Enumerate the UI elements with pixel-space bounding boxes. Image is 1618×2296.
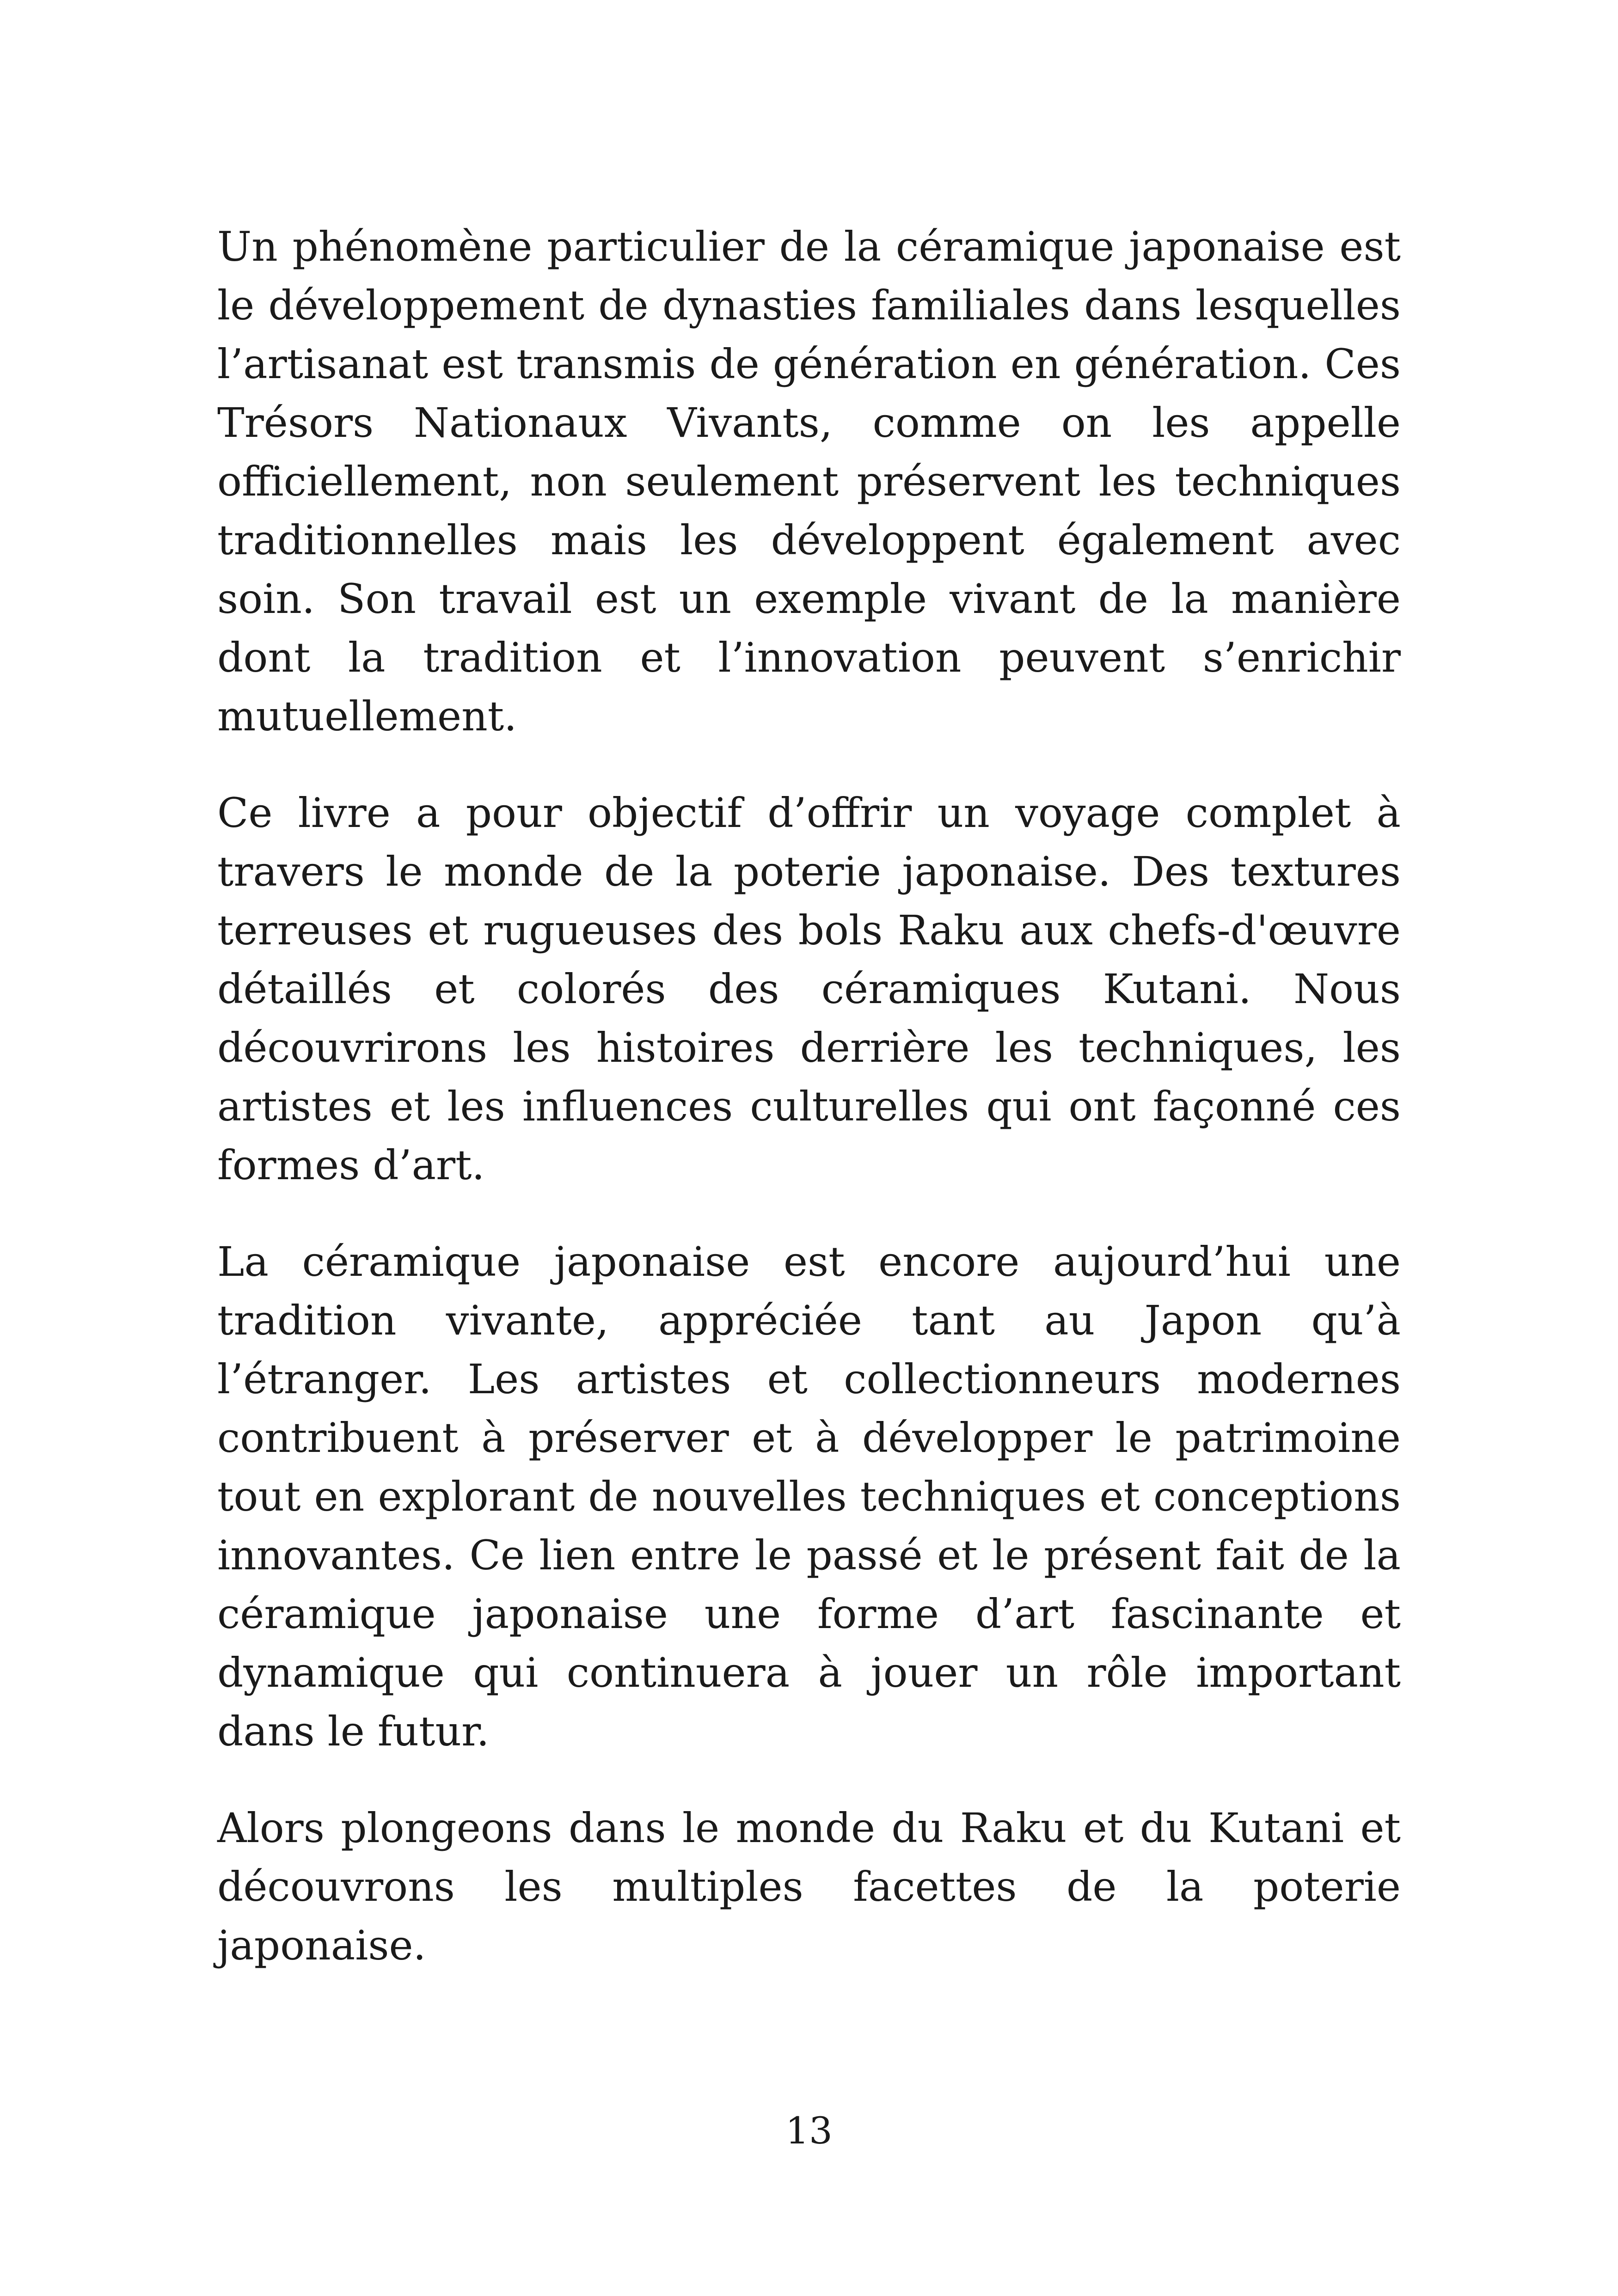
page-body (217, 217, 1401, 2013)
paragraph-family-dynasties: Un phénomène particulier de la céramique japonaise est le développement de dynasties familiales dans lesquelles l’artisanat est transmis de génération en génération. Ces Trésors Nationaux Vivants, comme on les appelle officiellement, non seulement préservent les techniques traditionnelles mais les développent également avec soin. Son travail est un exemple vivant de la manière dont la tradition et l’innovation peuvent s’enrichir mutuellement. (217, 223, 1401, 740)
paragraph-book-objective: Ce livre a pour objectif d’offrir un voyage complet à travers le monde de la poterie japonaise. Des textures terreuses et rugueuses des bols Raku aux chefs-d'œuvre détaillés et colorés des céramiques Kutani. Nous découvrirons les histoires derrière les techniques, les artistes et les influences culturelles qui ont façonné ces formes d’art. (217, 789, 1401, 1189)
page-number: 13 (785, 2109, 833, 2152)
paragraph-living-tradition: La céramique japonaise est encore aujourd’hui une tradition vivante, appréciée tant au Japon qu’à l’étranger. Les artistes et collectionneurs modernes contribuent à préserver et à développer le patrimoine tout en explorant de nouvelles techniques et conceptions innovantes. Ce lien entre le passé et le présent fait de la céramique japonaise une forme d’art fascinante et dynamique qui continuera à jouer un rôle important dans le futur. (217, 1238, 1401, 1755)
paragraph-closing: Alors plongeons dans le monde du Raku et du Kutani et découvrons les multiples facettes de la poterie japonaise. (217, 1804, 1401, 1969)
